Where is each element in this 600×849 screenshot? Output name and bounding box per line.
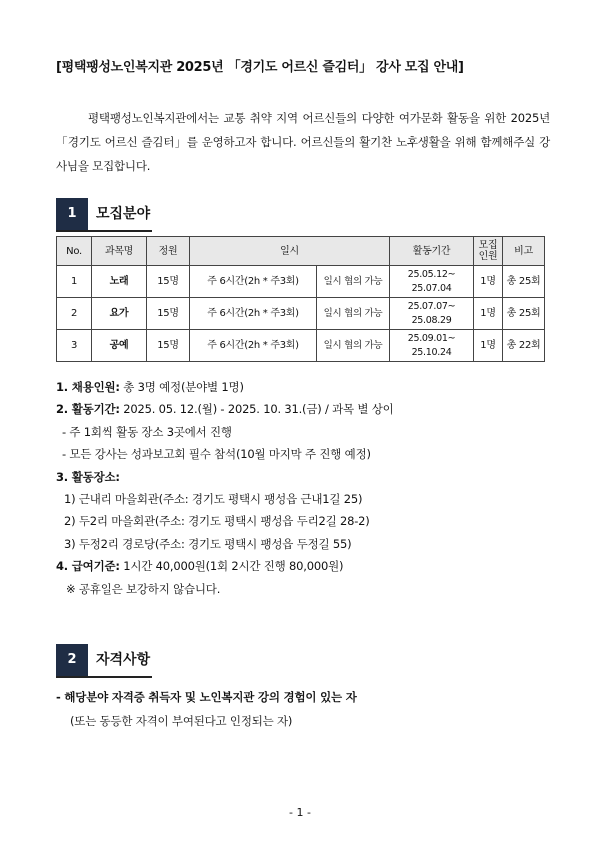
table-row — [57, 330, 545, 362]
cell-period: 25.09.01~ 25.10.24 — [390, 330, 474, 362]
table-row — [57, 298, 545, 330]
cell-recruit: 1명 — [474, 330, 503, 362]
activity-period-label: 2. 활동기간: — [56, 402, 120, 417]
qualification-main: - 해당분야 자격증 취득자 및 노인복지관 강의 경험이 있는 자 — [56, 690, 357, 704]
details-list — [56, 376, 556, 600]
header-period: 활동기간 — [390, 237, 474, 266]
qualification-block — [56, 685, 556, 733]
header-note: 비고 — [503, 237, 545, 266]
activity-period-detail: - 모든 강사는 성과보고회 필수 참석(10월 마지막 주 진행 예정) — [62, 447, 371, 462]
table-row — [57, 266, 545, 298]
cell-recruit: 1명 — [474, 266, 503, 298]
section-title: 자격사항 — [96, 652, 151, 668]
cell-no: 2 — [57, 298, 92, 330]
activity-period-line — [56, 398, 556, 420]
cell-period: 25.05.12~ 25.07.04 — [390, 266, 474, 298]
recruit-table — [56, 236, 545, 362]
pay-standard-line — [56, 555, 556, 577]
page-number: - 1 - — [289, 806, 311, 819]
cell-capacity: 15명 — [147, 266, 190, 298]
intro-paragraph: 평택팽성노인복지관에서는 교통 취약 지역 어르신들의 다양한 여가문화 활동을 위한 2025년「경기도 어르신 즐김터」를 운영하고자 합니다. 어르신들의 활기찬 노후생활을 위해 함께해주실 강사님을 모집합니다. — [56, 111, 550, 173]
cell-subject: 요가 — [92, 298, 147, 330]
hire-count-value: 총 3명 예정(분야별 1명) — [123, 380, 244, 394]
cell-note: 총 22회 — [503, 330, 545, 362]
cell-capacity: 15명 — [147, 330, 190, 362]
cell-no: 3 — [57, 330, 92, 362]
cell-schedule: 주 6시간(2h * 주3회) — [190, 298, 317, 330]
place-item: 3) 두정2리 경로당(주소: 경기도 평택시 팽성읍 두정길 55) — [64, 536, 352, 551]
cell-recruit: 1명 — [474, 298, 503, 330]
holiday-note: ※ 공휴일은 보강하지 않습니다. — [66, 581, 221, 596]
pay-standard-label: 4. 급여기준: — [56, 559, 120, 574]
activity-period-value: 2025. 05. 12.(월) - 2025. 10. 31.(금) / 과목 별 상이 — [123, 402, 394, 417]
section-number-badge: 1 — [56, 198, 88, 230]
place-item: 1) 근내리 마을회관(주소: 경기도 평택시 팽성읍 근내1길 25) — [64, 491, 363, 506]
cell-negotiable: 일시 협의 가능 — [317, 298, 390, 330]
hire-count-line — [56, 376, 556, 398]
header-recruit: 모집인원 — [474, 237, 503, 266]
pay-standard-value: 1시간 40,000원(1회 2시간 진행 80,000원) — [123, 559, 344, 574]
section-header-qualification — [56, 644, 152, 678]
cell-subject: 공예 — [92, 330, 147, 362]
section-number-badge: 2 — [56, 644, 88, 676]
table-header-row — [57, 237, 545, 266]
cell-note: 총 25회 — [503, 298, 545, 330]
header-no: No. — [57, 237, 92, 266]
cell-capacity: 15명 — [147, 298, 190, 330]
header-datetime: 일시 — [190, 237, 390, 266]
place-item: 2) 두2리 마을회관(주소: 경기도 평택시 팽성읍 두리2길 28-2) — [64, 514, 370, 529]
cell-period: 25.07.07~ 25.08.29 — [390, 298, 474, 330]
page-title: [평택팽성노인복지관 2025년 「경기도 어르신 즐김터」 강사 모집 안내] — [56, 60, 464, 75]
hire-count-label: 1. 채용인원: — [56, 380, 120, 394]
cell-schedule: 주 6시간(2h * 주3회) — [190, 266, 317, 298]
qualification-alternative: (또는 동등한 자격이 부여된다고 인정되는 자) — [70, 714, 293, 728]
cell-subject: 노래 — [92, 266, 147, 298]
section-title: 모집분야 — [96, 206, 151, 222]
cell-negotiable: 일시 협의 가능 — [317, 330, 390, 362]
activity-place-label: 3. 활동장소: — [56, 469, 120, 484]
section-header-recruit-field — [56, 198, 152, 232]
cell-note: 총 25회 — [503, 266, 545, 298]
cell-negotiable: 일시 협의 가능 — [317, 266, 390, 298]
cell-schedule: 주 6시간(2h * 주3회) — [190, 330, 317, 362]
activity-place-line — [56, 466, 556, 488]
header-subject: 과목명 — [92, 237, 147, 266]
header-capacity: 정원 — [147, 237, 190, 266]
cell-no: 1 — [57, 266, 92, 298]
activity-period-detail: - 주 1회씩 활동 장소 3곳에서 진행 — [62, 424, 232, 439]
